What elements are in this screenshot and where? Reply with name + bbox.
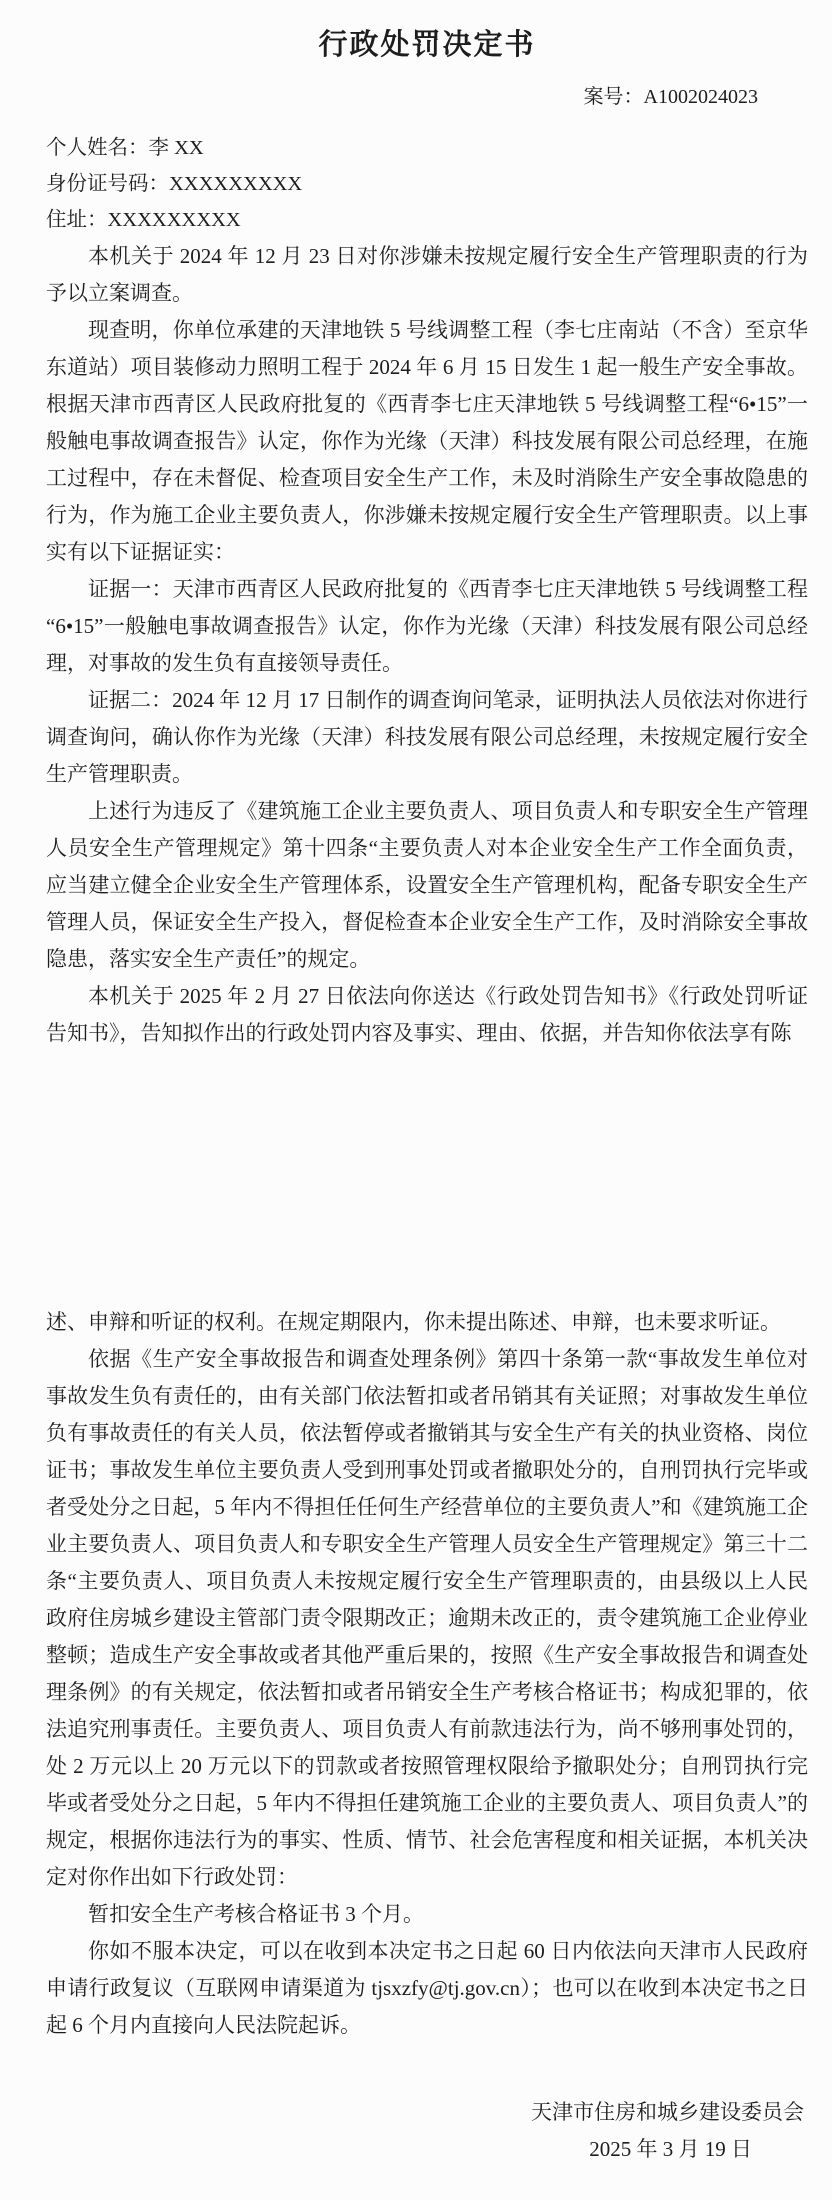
case-number: 案号：A1002024023: [583, 86, 758, 108]
body-paragraph: 本机关于 2024 年 12 月 23 日对你涉嫌未按规定履行安全生产管理职责的行为予以立案调查。: [46, 244, 808, 305]
issuing-organization: 天津市住房和城乡建设委员会: [531, 2100, 804, 2124]
body-paragraph: 证据二：2024 年 12 月 17 日制作的调查询问笔录，证明执法人员依法对你进行调查询问，确认你作为光缘（天津）科技发展有限公司总经理，未按规定履行安全生产管理职责。: [46, 688, 808, 786]
document-body-page1: [46, 238, 808, 1052]
page-break-gap: [46, 1052, 808, 1304]
body-paragraph: 证据一：天津市西青区人民政府批复的《西青李七庄天津地铁 5 号线调整工程“6•15”一般触电事故调查报告》认定，你作为光缘（天津）科技发展有限公司总经理，对事故的发生负有直接领导责任。: [46, 577, 808, 675]
recipient-name: 个人姓名：李 XX: [46, 137, 204, 159]
body-paragraph: 上述行为违反了《建筑施工企业主要负责人、项目负责人和专职安全生产管理人员安全生产管理规定》第十四条“主要负责人对本企业安全生产工作全面负责，应当建立健全企业安全生产管理体系，设置安全生产管理机构，配备专职安全生产管理人员，保证安全生产投入，督促检查本企业安全生产工作，及时消除安全事故隐患，落实安全生产责任”的规定。: [46, 799, 808, 971]
body-paragraph: 你如不服本决定，可以在收到本决定书之日起 60 日内依法向天津市人民政府申请行政复议（互联网申请渠道为 tjsxzfy@tj.gov.cn）；也可以在收到本决定书之日起 6 个月内直接向人民法院起诉。: [46, 1939, 808, 2037]
recipient-id-number: 身份证号码：XXXXXXXXX: [46, 173, 303, 195]
signature-block: [46, 2094, 808, 2168]
body-paragraph: 暂扣安全生产考核合格证书 3 个月。: [88, 1902, 424, 1926]
recipient-address: 住址：XXXXXXXXX: [46, 209, 241, 231]
document-title: 行政处罚决定书: [318, 29, 536, 61]
document-body-page2: [46, 1304, 808, 2044]
body-paragraph-continuation: 述、申辩和听证的权利。在规定期限内，你未提出陈述、申辩，也未要求听证。: [46, 1310, 781, 1334]
issue-date: 2025 年 3 月 19 日: [589, 2137, 752, 2161]
body-paragraph: 本机关于 2025 年 2 月 27 日依法向你送达《行政处罚告知书》《行政处罚听证告知书》，告知拟作出的行政处罚内容及事实、理由、依据，并告知你依法享有陈: [46, 984, 808, 1045]
body-paragraph: 现查明，你单位承建的天津地铁 5 号线调整工程（李七庄南站（不含）至京华东道站）项目装修动力照明工程于 2024 年 6 月 15 日发生 1 起一般生产安全事故。根据天津市西青区人民政府批复的《西青李七庄天津地铁 5 号线调整工程“6•15”一般触电事故调查报告》认定，你作为光缘（天津）科技发展有限公司总经理，在施工过程中，存在未督促、检查项目安全生产工作，未及时消除生产安全事故隐患的行为，作为施工企业主要负责人，你涉嫌未按规定履行安全生产管理职责。以上事实有以下证据证实：: [46, 318, 808, 564]
recipient-info: [46, 130, 808, 238]
body-paragraph: 依据《生产安全事故报告和调查处理条例》第四十条第一款“事故发生单位对事故发生负有责任的，由有关部门依法暂扣或者吊销其有关证照；对事故发生单位负有事故责任的有关人员，依法暂停或者撤销其与安全生产有关的执业资格、岗位证书；事故发生单位主要负责人受到刑事处罚或者撤职处分的，自刑罚执行完毕或者受处分之日起，5 年内不得担任任何生产经营单位的主要负责人”和《建筑施工企业主要负责人、项目负责人和专职安全生产管理人员安全生产管理规定》第三十二条“主要负责人、项目负责人未按规定履行安全生产管理职责的，由县级以上人民政府住房城乡建设主管部门责令限期改正；逾期未改正的，责令建筑施工企业停业整顿；造成生产安全事故或者其他严重后果的，按照《生产安全事故报告和调查处理条例》的有关规定，依法暂扣或者吊销安全生产考核合格证书；构成犯罪的，依法追究刑事责任。主要负责人、项目负责人有前款违法行为，尚不够刑事处罚的，处 2 万元以上 20 万元以下的罚款或者按照管理权限给予撤职处分；自刑罚执行完毕或者受处分之日起，5 年内不得担任建筑施工企业的主要负责人、项目负责人”的规定，根据你违法行为的事实、性质、情节、社会危害程度和相关证据，本机关决定对你作出如下行政处罚：: [46, 1347, 808, 1889]
